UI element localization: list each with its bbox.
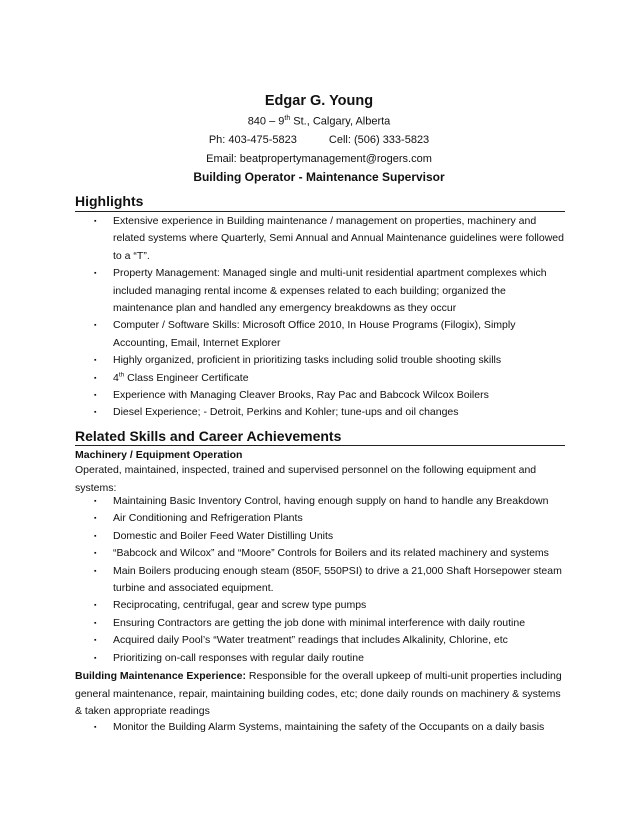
bullet-icon: ▪ xyxy=(94,654,97,662)
list-item: ▪ Monitor the Building Alarm Systems, maintaining the safety of the Occupants on a daily basis xyxy=(94,719,564,736)
bullet-icon: ▪ xyxy=(94,322,97,330)
cell-phone: Cell: (506) 333-5823 xyxy=(328,134,430,146)
highlights-list xyxy=(94,213,564,422)
building-maintenance-label: Building Maintenance Experience: xyxy=(75,670,246,682)
list-item: ▪ Acquired daily Pool’s “Water treatment” readings that includes Alkalinity, Chlorine, etc xyxy=(94,632,564,649)
applicant-name: Edgar G. Young xyxy=(264,93,374,109)
bullet-icon: ▪ xyxy=(94,498,97,505)
bullet-icon: ▪ xyxy=(94,270,97,278)
bullet-icon: ▪ xyxy=(94,218,97,225)
list-item: ▪ Extensive experience in Building maintenance / management on properties, machinery and related systems where Quarterly, Semi Annual and Annual Maintenance guidelines were followed to a “T”. xyxy=(94,215,564,262)
building-maintenance-list xyxy=(94,719,564,736)
highlights-divider xyxy=(75,211,565,212)
bullet-icon: ▪ xyxy=(94,550,97,558)
skills-divider xyxy=(75,445,565,446)
list-item: ▪ Computer / Software Skills: Microsoft Office 2010, In House Programs (Filogix), Simply Accounting, Email, Internet Explorer xyxy=(94,319,516,349)
list-item: ▪ Reciprocating, centrifugal, gear and screw type pumps xyxy=(94,597,564,614)
bullet-icon: ▪ xyxy=(94,374,97,382)
bullet-icon: ▪ xyxy=(94,619,97,627)
list-item: ▪ Ensuring Contractors are getting the job done with minimal interference with daily routine xyxy=(94,615,564,632)
bullet-icon: ▪ xyxy=(94,532,97,540)
bullet-icon: ▪ xyxy=(94,357,97,365)
list-item: ▪ Prioritizing on-call responses with regular daily routine xyxy=(94,650,564,667)
email: Email: beatpropertymanagement@rogers.com xyxy=(206,153,432,165)
list-item: ▪ Highly organized, proficient in prioritizing tasks including solid trouble shooting skills xyxy=(94,352,564,369)
list-item: ▪ Domestic and Boiler Feed Water Distilling Units xyxy=(94,528,564,545)
bullet-icon: ▪ xyxy=(94,637,97,645)
list-item: ▪ Diesel Experience; - Detroit, Perkins and Kohler; tune-ups and oil changes xyxy=(94,404,564,421)
address: 840 – 9th St., Calgary, Alberta xyxy=(247,115,391,128)
list-item: ▪ Main Boilers producing enough steam (850F, 550PSI) to drive a 21,000 Shaft Horsepower steam turbine and associated equipment. xyxy=(94,564,562,595)
machinery-subheading: Machinery / Equipment Operation xyxy=(75,449,243,461)
list-item: ▪ 4th Class Engineer Certificate xyxy=(94,370,564,387)
list-item: ▪ Air Conditioning and Refrigeration Plants xyxy=(94,510,564,527)
skills-heading: Related Skills and Career Achievements xyxy=(75,428,342,444)
list-item: ▪ “Babcock and Wilcox” and “Moore” Controls for Boilers and its related machinery and systems xyxy=(94,545,564,562)
list-item: ▪ Maintaining Basic Inventory Control, having enough supply on hand to handle any Breakdown xyxy=(94,493,564,510)
list-item: ▪ Experience with Managing Cleaver Brooks, Ray Pac and Babcock Wilcox Boilers xyxy=(94,387,564,404)
bullet-icon: ▪ xyxy=(94,515,97,523)
bullet-icon: ▪ xyxy=(94,409,97,417)
bullet-icon: ▪ xyxy=(94,567,97,575)
list-item: ▪ Property Management: Managed single and multi-unit residential apartment complexes which included managing rental income & expenses related to each building; organized the maintenance plan and handled any emergency breakdowns as they occur xyxy=(94,267,547,315)
machinery-list xyxy=(94,493,564,667)
phone-line xyxy=(0,134,638,146)
phone: Ph: 403-475-5823 xyxy=(208,134,297,146)
highlights-heading: Highlights xyxy=(75,193,144,209)
machinery-intro: Operated, maintained, inspected, trained and supervised personnel on the following equipment and systems: xyxy=(75,464,537,494)
bullet-icon: ▪ xyxy=(94,602,97,610)
bullet-icon: ▪ xyxy=(94,392,97,400)
building-maintenance-paragraph: Building Maintenance Experience: Responsible for the overall upkeep of multi-unit properties including general maintenance, repair, maintaining building codes, etc; done daily rounds on machinery & systems & taken appropriate readings xyxy=(75,670,562,717)
job-title: Building Operator - Maintenance Supervisor xyxy=(193,170,445,184)
bullet-icon: ▪ xyxy=(94,724,97,731)
